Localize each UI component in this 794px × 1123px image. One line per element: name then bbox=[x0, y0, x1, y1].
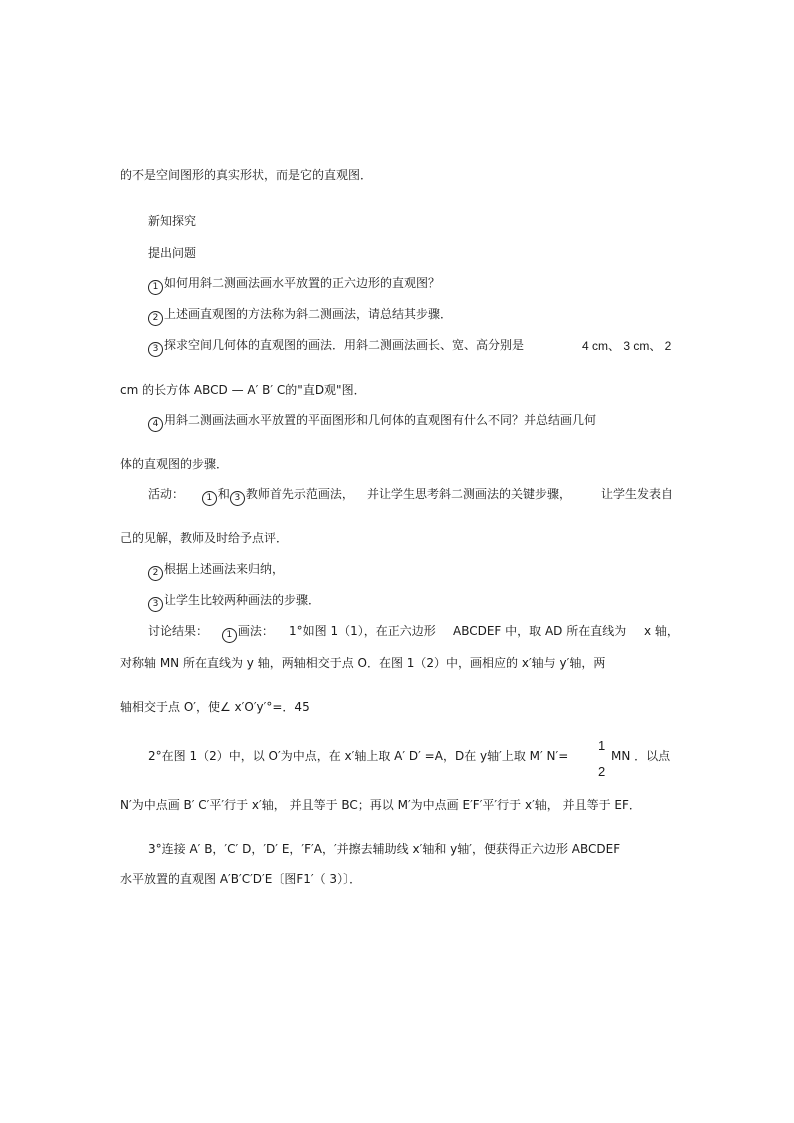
text-span: x 轴， bbox=[644, 624, 679, 638]
text-line: 对称轴 MN 所在直线为 y 轴，两轴相交于点 O．在图 1（2）中，画相应的 x′轴与 y′轴，两 bbox=[120, 656, 606, 670]
text-line: N′为中点画 B′ C′平′行于 x′轴， 并且等于 BC；再以 M′为中点画 E′F′平′行于 x′轴， 并且等于 EF． bbox=[120, 798, 641, 812]
text-span: 教师首先示范画法， bbox=[245, 487, 354, 501]
circled-number: 2 bbox=[148, 566, 163, 581]
question-text: 如何用斜二测画法画水平放置的正六边形的直观图？ bbox=[164, 276, 441, 290]
text-span: 画法： bbox=[237, 624, 274, 638]
fraction-denominator: 2 bbox=[598, 764, 606, 779]
circled-number: 3 bbox=[148, 597, 163, 612]
question-1 bbox=[148, 275, 440, 295]
text-span: 让学生比较两种画法的步骤． bbox=[164, 593, 321, 607]
text-span: 讨论结果： bbox=[148, 624, 209, 638]
step-2-line: 2°在图 1（2）中，以 O′为中点，在 x′轴上取 A′ D′ =A，D在 y轴′上取 M′ N′= bbox=[148, 749, 569, 763]
circled-number: 1 bbox=[202, 491, 217, 506]
summary-3 bbox=[148, 592, 320, 612]
summary-2 bbox=[148, 561, 284, 581]
discussion-line bbox=[148, 623, 274, 643]
text-line: 己的见解，教师及时给予点评． bbox=[120, 531, 289, 545]
question-4 bbox=[148, 412, 596, 432]
text-line: 体的直观图的步骤． bbox=[120, 457, 229, 471]
question-text: 上述画直观图的方法称为斜二测画法，请总结其步骤． bbox=[164, 307, 453, 321]
text-span: MN ．以点 bbox=[611, 749, 671, 763]
circled-number: 1 bbox=[148, 280, 163, 295]
step-3-line: 3°连接 A′ B，′C′ D，′D′ E，′F′A，′并擦去辅助线 x′轴和 y轴′，便获得正六边形 ABCDEF bbox=[148, 842, 621, 856]
text-line: 水平放置的直观图 A′B′C′D′E〔图F1′（ 3）〕． bbox=[120, 872, 362, 886]
question-text: 用斜二测画法画水平放置的平面图形和几何体的直观图有什么不同？并总结画几何 bbox=[164, 413, 597, 427]
question-text: 探求空间几何体的直观图的画法．用斜二测画法画长、宽、高分别是 bbox=[164, 338, 525, 352]
circled-number: 3 bbox=[148, 342, 163, 357]
text-span: 和 bbox=[217, 487, 230, 501]
circled-number: 3 bbox=[230, 491, 245, 506]
activity-label: 活动： bbox=[148, 487, 185, 501]
text-span: 根据上述画法来归纳， bbox=[164, 562, 285, 576]
text-span: 1°如图 1（1），在正六边形 bbox=[289, 624, 436, 638]
fraction-numerator: 1 bbox=[598, 738, 606, 753]
activity-line bbox=[148, 486, 354, 506]
text-span: ABCDEF 中，取 AD 所在直线为 bbox=[453, 624, 627, 638]
text-line: 轴相交于点 O′，使∠ x′O′y′°=．45 bbox=[120, 700, 310, 714]
section-heading: 新知探究 bbox=[148, 214, 197, 228]
text-span: 并让学生思考斜二测画法的关键步骤， bbox=[367, 487, 572, 501]
question-3 bbox=[148, 337, 524, 357]
text-line: 的不是空间图形的真实形状，而是它的直观图． bbox=[120, 168, 373, 182]
text-line: cm 的长方体 ABCD — A′ B′ C的"直D观"图． bbox=[120, 383, 366, 397]
section-heading: 提出问题 bbox=[148, 246, 197, 260]
circled-number: 1 bbox=[222, 628, 237, 643]
circled-number: 4 bbox=[148, 417, 163, 432]
dimension-values: 4 cm、 3 cm、 2 bbox=[582, 339, 672, 353]
circled-number: 2 bbox=[148, 311, 163, 326]
question-2 bbox=[148, 306, 452, 326]
text-span: 让学生发表自 bbox=[601, 487, 674, 501]
